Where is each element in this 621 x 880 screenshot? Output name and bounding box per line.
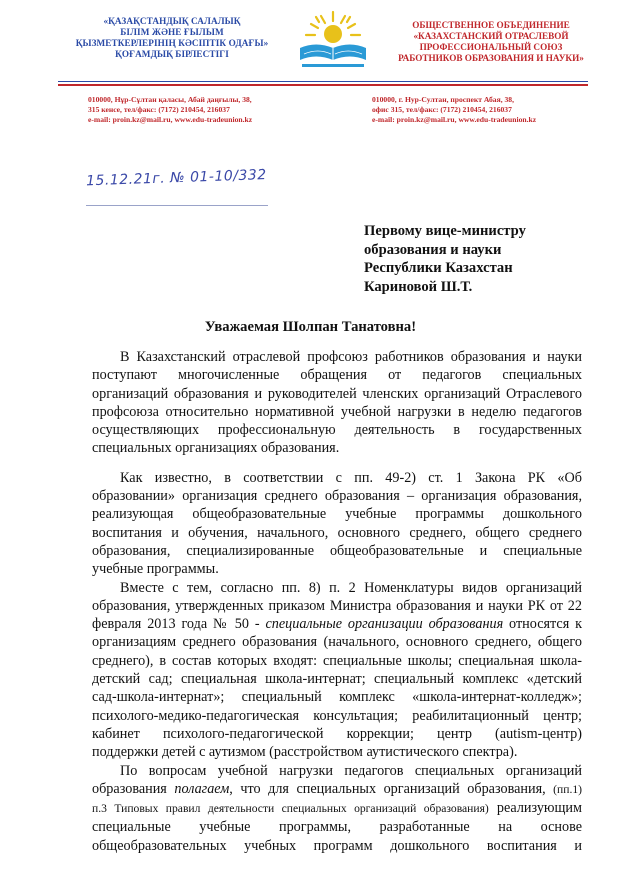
salutation: Уважаемая Шолпан Танатовна! [204,319,417,335]
body-text: образования [92,780,175,797]
body-line: детский сад; специальная школа-интернат; специальный комплекс «детский [92,671,582,688]
body-text-italic: полагаем [174,780,230,797]
paragraph-2 [92,469,582,579]
addressee-line: Первому вице-министру [364,223,526,239]
address-kz-line: e-mail: proin.kz@mail.ru, www.edu-tradeunion.kz [88,115,253,124]
body-line: психолого-медико-педагогическая консультация; реабилитационный центр; [92,707,582,724]
paragraph-4 [92,762,582,855]
body-line: поддержки детей с аутизмом (расстройством аутистического спектра). [92,744,518,761]
body-line: воспитания и обучения, начального, основного среднего, общего среднего [92,524,582,541]
org-name-ru-line: ПРОФЕССИОНАЛЬНЫЙ СОЮЗ [419,42,563,52]
org-name-ru-line: ОБЩЕСТВЕННОЕ ОБЪЕДИНЕНИЕ [412,20,570,30]
logo-base-bar [302,64,364,67]
org-name-kz-line: БІЛІМ ЖӘНЕ ҒЫЛЫМ [120,27,224,37]
body-line: осуществляющих профессиональную деятельность в государственных [92,422,582,439]
address-ru-line: офис 315, тел/факс: (7172) 210454, 216037 [372,105,512,114]
address-kz-line: 010000, Нұр-Сұлтан қаласы, Абай даңғылы, 38, [88,95,252,104]
paragraph-1 [92,348,582,458]
addressee-line: Кариновой Ш.Т. [364,278,473,295]
body-line: образования, специализированные общеобразовательные и специальные [92,542,582,559]
registration-underline [86,205,268,206]
address-ru-line: e-mail: proin.kz@mail.ru, www.edu-tradeunion.kz [372,115,537,124]
org-name-kz-line: «ҚАЗАҚСТАНДЫҚ САЛАЛЫҚ [103,16,241,26]
body-line: общеобразовательных учебных программ дошкольного воспитания и [92,837,582,854]
body-text: реализующим [488,800,583,817]
body-text-italic: специальные организации образования [265,616,504,633]
body-line: кабинет психолого-педагогической коррекции; центр (autism-центр) [92,725,582,742]
addressee-line: Республики Казахстан [364,260,513,276]
body-text: , что для специальных организаций образования, [229,780,554,797]
addressee-block [364,222,594,296]
body-line: реализующая общеобразовательные учебные программы дошкольного [92,506,582,523]
org-name-kz-line: ҚЫЗМЕТКЕРЛЕРІНІҢ КӘСІПТІК ОДАҒЫ» [75,38,269,48]
outgoing-registration-number: 15.12.21г. № 01-10/332 [85,167,267,190]
body-line: учебные программы. [92,561,219,578]
org-name-ru-line: «КАЗАХСТАНСКИЙ ОТРАСЛЕВОЙ [413,31,569,41]
address-kz-line: 315 кенсе, тел/факс: (7172) 210454, 216037 [88,105,230,114]
body-line: Вместе с тем, согласно пп. 8) п. 2 Номенклатуры видов организаций [120,579,582,596]
address-kz [88,95,318,125]
org-name-ru-line: РАБОТНИКОВ ОБРАЗОВАНИЯ И НАУКИ» [398,53,584,63]
body-text-small: п.3 Типовых правил деятельности специальных организаций образования) [92,802,489,816]
body-line: профсоюза относительно нормативной учебной нагрузки в неделю педагогов [92,403,582,420]
body-line: образования, утвержденных приказом Министра образования и науки РК от 22 [92,597,582,614]
body-text-small: (пп.1) [553,782,582,796]
body-line: Как известно, в соответствии с пп. 49-2) ст. 1 Закона РК «Об [120,469,582,486]
body-line-mixed [92,799,582,818]
letterhead-divider-blue [58,81,588,82]
body-line: По вопросам учебной нагрузки педагогов специальных организаций [120,762,582,779]
body-line: образовании» организация среднего образования – организация образования, [92,488,582,505]
body-line: специальные учебные программы, разработанные на основе [92,819,582,836]
address-ru [372,95,602,125]
org-name-ru [396,20,586,64]
body-line: среднего), в состав которых входят: специальные школы; специальная школа- [92,652,582,669]
body-line: специальных организациях образования. [92,440,340,457]
letter-body [92,348,582,855]
paragraph-gap [92,458,582,469]
body-line: организациям среднего образования (начального, основного среднего, общего [92,634,582,651]
body-line: сад-школа-интернат»; специальный комплекс «школа-интернат-колледж»; [92,689,582,706]
letterhead-divider-red [58,84,588,86]
org-name-kz [62,16,282,60]
org-name-kz-line: ҚОҒАМДЫҚ БІРЛЕСТІГІ [115,49,229,59]
address-ru-line: 010000, г. Нур-Султан, проспект Абая, 38, [372,95,514,104]
sun-rays-icon [306,12,360,43]
union-logo-icon [292,8,374,72]
open-book-icon [300,45,366,61]
body-line-mixed [92,615,582,633]
paragraph-3 [92,579,582,762]
body-text: относятся к [503,616,582,633]
body-line-mixed [92,780,582,799]
body-line: поступают многочисленные обращения от педагогов специальных [92,367,582,384]
body-line: организаций образования и руководителей членских организаций Отраслевого [92,385,582,402]
body-line: В Казахстанский отраслевой профсоюз работников образования и науки [120,349,582,365]
body-text: февраля 2013 года № 50 - [92,616,266,633]
addressee-line: образования и науки [364,241,502,258]
